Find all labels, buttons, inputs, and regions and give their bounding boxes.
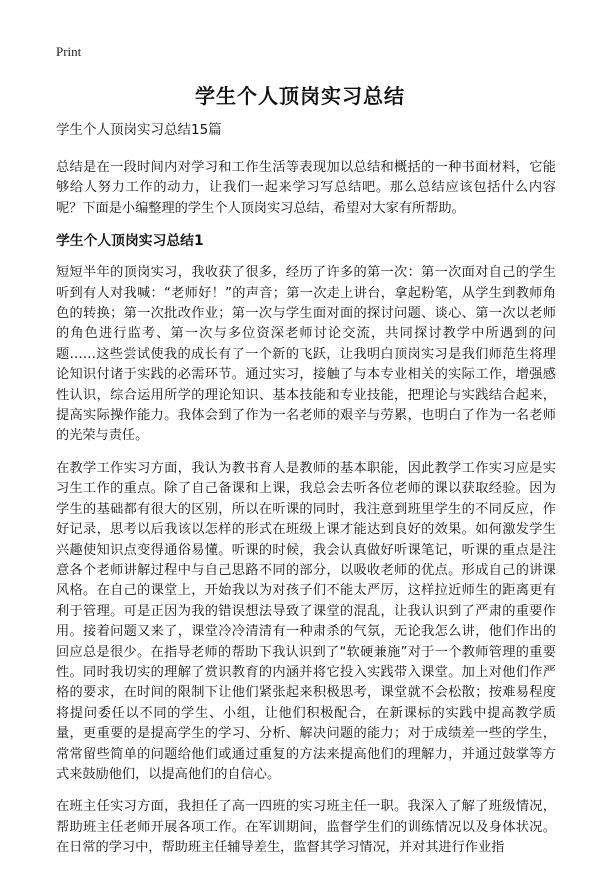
document-body	[56, 120, 556, 871]
body-paragraph: 短短半年的顶岗实习，我收获了很多，经历了许多的第一次：第一次面对自己的学生听到有人对我喊：“老师好！”的声音；第一次走上讲台，拿起粉笔，从学生到教师角色的转换；第一次批改作业；第一次与学生面对面的探讨问题、谈心、第一次以老师的角色进行监考、第一次与多位资深老师讨论交流，共同探讨教学中所遇到的问题……这些尝试使我的成长有了一个新的飞跃，让我明白顶岗实习是我们师范生将理论知识付诸于实践的必需环节。通过实习，接触了与本专业相关的实际工作，增强感性认识，综合运用所学的理论知识、基本技能和专业技能，把理论与实践结合起来，提高实际操作能力。我体会到了作为一名老师的艰辛与劳累，也明白了作为一名老师的光荣与责任。	[56, 265, 556, 444]
print-label: Print	[56, 44, 82, 59]
body-paragraph: 在教学工作实习方面，我认为教书育人是教师的基本职能，因此教学工作实习应是实习生工作的重点。除了自己备课和上课，我总会去听各位老师的课以获取经验。因为学生的基础都有很大的区别，所以在听课的同时，我注意到班里学生的不同反应，作好记录，思考以后我该以怎样的形式在班级上课才能达到良好的效果。如何激发学生兴趣使知识点变得通俗易懂。听课的时候，我会认真做好听课笔记，听课的重点是注意各个老师讲解过程中与自己思路不同的部分，以吸收老师的优点。形成自己的讲课风格。在自己的课堂上，开始我以为对孩子们不能太严厉，这样拉近师生的距离更有利于管理。可是正因为我的错误想法导致了课堂的混乱，让我认识到了严肃的重要作用。接着问题又来了，课堂冷冷清清有一种肃杀的气氛，无论我怎么讲，他们作出的回应总是很少。在指导老师的帮助下我认识到了“软硬兼施”对于一个教师管理的重要性。同时我切实的理解了赏识教育的内涵并将它投入实践带入课堂。加上对他们作严格的要求，在时间的限制下让他们紧张起来积极思考，课堂就不会松散；按难易程度将提问委任以不同的学生、小组，让他们积极配合，在新课标的实践中提高教学质量，更重要的是提高学生的学习、分析、解决问题的能力；对于成绩差一些的学生，常常留些简单的问题给他们或通过重复的方法来提高他们的理解力，并通过鼓掌等方式来鼓励他们，以提高他们的自信心。	[56, 460, 556, 782]
body-paragraph: 在班主任实习方面，我担任了高一四班的实习班主任一职。我深入了解了班级情况，帮助班主任老师开展各项工作。在军训期间，监督学生们的训练情况以及身体状况。在日常的学习中，帮助班主任辅导差生，监督其学习情况，并对其进行作业指	[56, 799, 556, 856]
section-heading: 学生个人顶岗实习总结1	[56, 233, 204, 250]
intro-paragraph: 总结是在一段时间内对学习和工作生活等表现加以总结和概括的一种书面材料，它能够给人努力工作的动力，让我们一起来学习写总结吧。那么总结应该包括什么内容呢？下面是小编整理的学生个人顶岗实习总结，希望对大家有所帮助。	[56, 160, 556, 216]
document-subtitle: 学生个人顶岗实习总结15篇	[56, 122, 222, 138]
document-title: 学生个人顶岗实习总结	[195, 84, 405, 108]
